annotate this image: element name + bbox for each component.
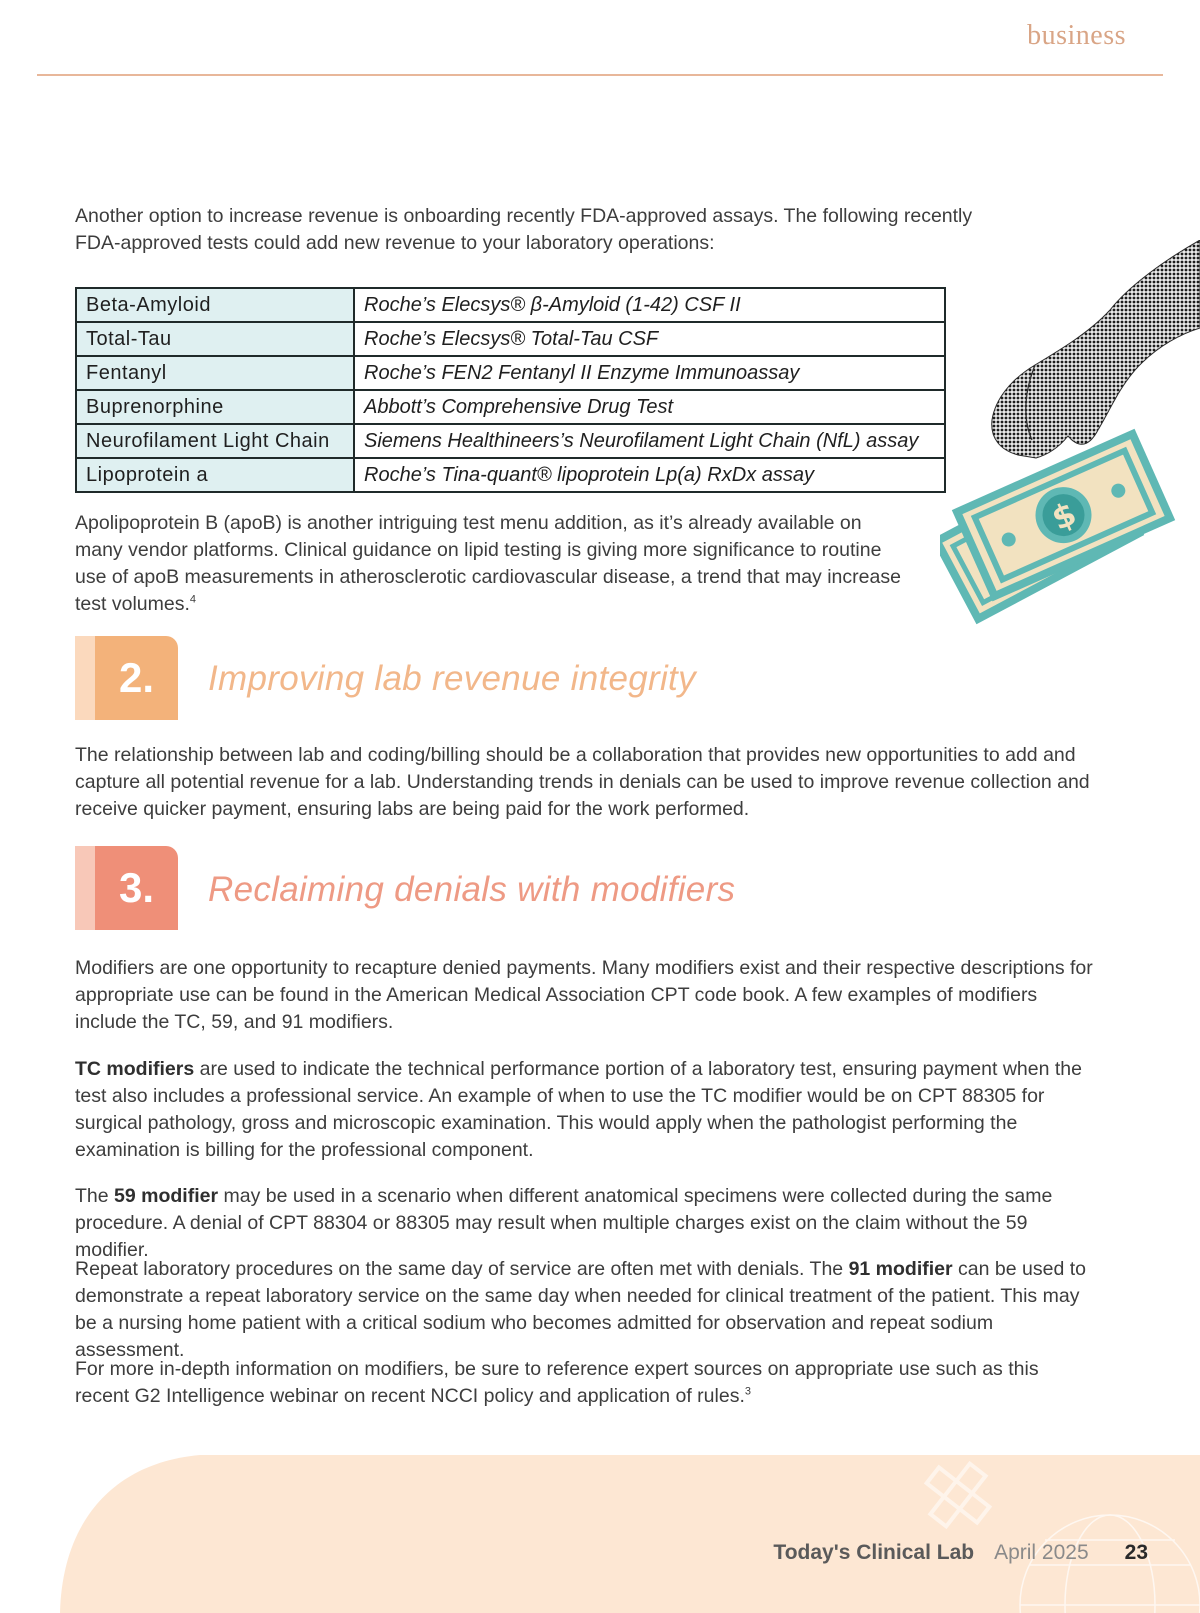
hand-icon	[992, 240, 1200, 458]
modifier-59-pre: The	[75, 1185, 115, 1207]
header-rule	[37, 74, 1163, 76]
assay-name: Beta-Amyloid	[76, 288, 354, 322]
footer-background	[0, 1455, 1200, 1613]
assay-name: Neurofilament Light Chain	[76, 424, 354, 458]
modifier-59-term: 59 modifier	[114, 1185, 219, 1207]
assay-row	[76, 356, 945, 390]
apob-text: Apolipoprotein B (apoB) is another intriguing test menu addition, as it’s already available on many vendor platforms. Clinical guidance on lipid testing is giving more significance to routine use of apoB measurements in atherosclerotic cardiovascular disease, a trend that may increase test volumes.	[75, 512, 901, 615]
section-2-body: The relationship between lab and coding/billing should be a collaboration that provides new opportunities to add and capture all potential revenue for a lab. Understanding trends in denials can be used to improve revenue collection and receive quicker payment, ensuring labs are being paid for the work performed.	[75, 744, 1090, 820]
page-number: 23	[1124, 1541, 1148, 1564]
assay-product: Roche’s Elecsys® Total-Tau CSF	[354, 322, 945, 356]
apob-ref: 4	[189, 593, 197, 606]
section-3-title: Reclaiming denials with modifiers	[208, 870, 736, 909]
assay-product: Siemens Healthineers’s Neurofilament Light Chain (NfL) assay	[354, 424, 945, 458]
section-2-number-block	[75, 636, 178, 720]
assay-name: Total-Tau	[76, 322, 354, 356]
hand-money-illustration	[940, 240, 1200, 640]
section-3-number: 3.	[118, 864, 155, 911]
modifier-91-text: can be used to demonstrate a repeat laboratory service on the same day when needed for clinical treatment of the patient. This may be a nursing home patient with a critical sodium who becomes admitted for observation and repeat sodium assessment.	[75, 1258, 1086, 1361]
assay-name: Fentanyl	[76, 356, 354, 390]
publication-name: Today's Clinical Lab	[773, 1541, 975, 1564]
tc-modifier-paragraph	[75, 1056, 1095, 1164]
modifier-91-paragraph	[75, 1256, 1095, 1364]
modifier-59-text: may be used in a scenario when different anatomical specimens were collected during the same procedure. A denial of CPT 88304 or 88305 may result when multiple charges exist on the claim without the 59 modifier.	[75, 1185, 1053, 1261]
assay-row	[76, 288, 945, 322]
assay-product: Roche’s Elecsys® β-Amyloid (1-42) CSF II	[354, 288, 945, 322]
assay-table	[75, 287, 946, 493]
more-info-paragraph	[75, 1356, 1075, 1410]
assay-name: Buprenorphine	[76, 390, 354, 424]
assay-product: Roche’s Tina-quant® lipoprotein Lp(a) RxDx assay	[354, 458, 945, 492]
section-3-number-block	[75, 846, 178, 930]
svg-text:$: $	[1046, 494, 1082, 538]
assay-row	[76, 424, 945, 458]
section-2-number: 2.	[118, 654, 155, 701]
assay-row	[76, 390, 945, 424]
modifier-91-pre: Repeat laboratory procedures on the same day of service are often met with denials. The	[75, 1258, 849, 1280]
intro-paragraph: Another option to increase revenue is onboarding recently FDA-approved assays. The following recently FDA-approved tests could add new revenue to your laboratory operations:	[75, 205, 973, 254]
modifier-59-paragraph	[75, 1183, 1095, 1264]
more-info-text: For more in-depth information on modifiers, be sure to reference expert sources on appropriate use such as this recent G2 Intelligence webinar on recent NCCI policy and application of rules.	[75, 1358, 1039, 1407]
modifiers-intro: Modifiers are one opportunity to recapture denied payments. Many modifiers exist and their respective descriptions for appropriate use can be found in the American Medical Association CPT code book. A few examples of modifiers include the TC, 59, and 91 modifiers.	[75, 957, 1093, 1033]
issue-date: April 2025	[994, 1541, 1089, 1564]
section-2-title: Improving lab revenue integrity	[208, 659, 696, 698]
tc-modifier-term: TC modifiers	[75, 1058, 195, 1080]
footer	[773, 1541, 1148, 1565]
assay-name: Lipoprotein a	[76, 458, 354, 492]
tc-modifier-text: are used to indicate the technical performance portion of a laboratory test, ensuring payment when the test also includes a professional service. An example of when to use the TC modifier would be on CPT 88305 for surgical pathology, gross and microscopic examination. This would apply when the pathologist performing the examination is billing for the professional component.	[75, 1058, 1082, 1161]
apob-paragraph	[75, 510, 905, 618]
modifier-91-term: 91 modifier	[848, 1258, 953, 1280]
assay-product: Roche’s FEN2 Fentanyl II Enzyme Immunoassay	[354, 356, 945, 390]
money-icon	[940, 429, 1175, 625]
section-tag: business	[1027, 20, 1126, 51]
assay-product: Abbott’s Comprehensive Drug Test	[354, 390, 945, 424]
more-info-ref: 3	[744, 1385, 751, 1398]
assay-row	[76, 458, 945, 492]
assay-row	[76, 322, 945, 356]
